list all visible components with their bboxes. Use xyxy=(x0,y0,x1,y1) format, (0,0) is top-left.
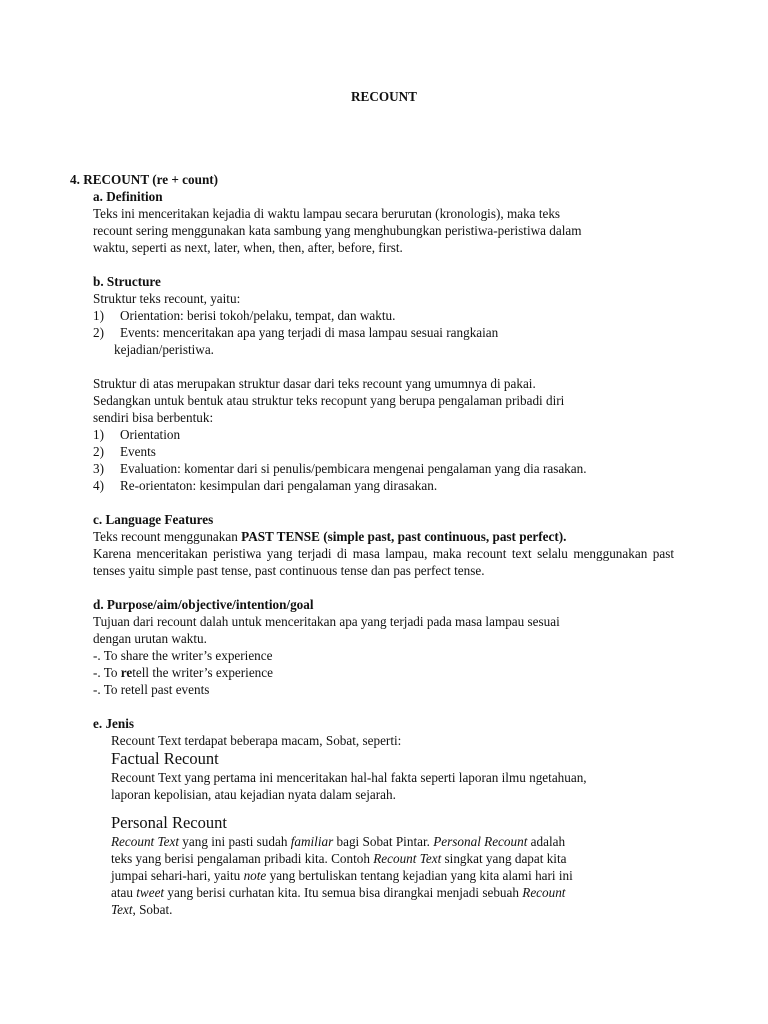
personal-text: singkat yang dapat kita xyxy=(441,851,567,866)
language-heading: c. Language Features xyxy=(93,512,214,527)
list-item xyxy=(93,324,674,358)
list-item xyxy=(93,426,674,443)
jenis-intro: Recount Text terdapat beberapa macam, Sobat, seperti: xyxy=(111,733,402,748)
list-text-continued: kejadian/peristiwa. xyxy=(114,342,214,357)
language-line xyxy=(93,528,674,545)
personal-text: , Sobat. xyxy=(132,902,173,917)
list-item xyxy=(93,443,674,460)
personal-text: teks yang berisi pengalaman pribadi kita. Contoh xyxy=(111,851,374,866)
personal-text: yang ini pasti sudah xyxy=(179,834,291,849)
language-paragraph: Karena menceritakan peristiwa yang terjadi di masa lampau, maka recount text selalu menggunakan past tenses yaitu simple past tense, past continuous tense dan pas perfect tense. xyxy=(93,546,674,578)
list-number: 1) xyxy=(93,427,104,442)
purpose-emphasis: re xyxy=(120,665,133,680)
personal-text: atau xyxy=(111,885,137,900)
personal-line xyxy=(111,833,674,850)
list-text: Events: menceritakan apa yang terjadi di masa lampau sesuai rangkaian xyxy=(120,325,499,340)
jenis-heading: e. Jenis xyxy=(93,716,135,731)
personal-text: jumpai sehari-hari, yaitu xyxy=(111,868,244,883)
structure-heading: b. Structure xyxy=(93,274,161,289)
paragraph-line: Sedangkan untuk bentuk atau struktur teks recopunt yang berupa pengalaman pribadi diri xyxy=(93,393,565,408)
structure-list-personal xyxy=(93,426,674,494)
personal-line xyxy=(111,867,674,884)
list-text: Re-orientaton: kesimpulan dari pengalaman yang dirasakan. xyxy=(120,478,438,493)
structure-list xyxy=(93,307,674,358)
list-text: Orientation xyxy=(120,427,181,442)
personal-line xyxy=(111,901,674,918)
definition-line: Teks ini menceritakan kejadia di waktu lampau secara berurutan (kronologis), maka teks xyxy=(93,206,561,221)
past-tense-emphasis: PAST TENSE (simple past, past continuous, past perfect). xyxy=(241,529,567,544)
purpose-item xyxy=(93,664,674,681)
purpose-item: -. To retell past events xyxy=(93,682,210,697)
list-number: 4) xyxy=(93,478,104,493)
factual-recount-title: Factual Recount xyxy=(111,749,219,768)
purpose-line: dengan urutan waktu. xyxy=(93,631,207,646)
italic-term: note xyxy=(243,868,267,883)
jenis-section xyxy=(93,715,674,732)
italic-term: familiar xyxy=(290,834,334,849)
paragraph-line: Struktur di atas merupakan struktur dasar dari teks recount yang umumnya di pakai. xyxy=(93,376,536,391)
personal-line xyxy=(111,884,674,901)
paragraph-line: sendiri bisa berbentuk: xyxy=(93,410,214,425)
list-number: 2) xyxy=(93,325,104,340)
list-number: 1) xyxy=(93,308,104,323)
purpose-item: -. To share the writer’s experience xyxy=(93,648,273,663)
list-text: Orientation: berisi tokoh/pelaku, tempat, dan waktu. xyxy=(120,308,396,323)
purpose-text: -. To xyxy=(93,665,121,680)
structure-paragraph xyxy=(93,375,674,494)
list-item xyxy=(93,477,674,494)
italic-term: Recount xyxy=(522,885,566,900)
factual-line: laporan kepolisian, atau kejadian nyata dalam sejarah. xyxy=(111,787,396,802)
list-item xyxy=(93,307,674,324)
italic-term: Recount Text xyxy=(373,851,442,866)
list-text: Evaluation: komentar dari si penulis/pembicara mengenai pengalaman yang dia rasakan. xyxy=(120,461,587,476)
structure-intro: Struktur teks recount, yaitu: xyxy=(93,291,241,306)
structure-section xyxy=(93,273,674,358)
personal-text: yang berisi curhatan kita. Itu semua bisa dirangkai menjadi sebuah xyxy=(164,885,523,900)
italic-term: Personal Recount xyxy=(433,834,528,849)
definition-section xyxy=(93,188,674,256)
language-section xyxy=(93,511,674,579)
section-heading: 4. RECOUNT (re + count) xyxy=(70,172,219,187)
list-number: 3) xyxy=(93,461,104,476)
italic-term: Text xyxy=(111,902,133,917)
definition-line: recount sering menggunakan kata sambung yang menghubungkan peristiwa-peristiwa dalam xyxy=(93,223,582,238)
factual-line: Recount Text yang pertama ini menceritakan hal-hal fakta seperti laporan ilmu ngetahuan, xyxy=(111,770,587,785)
personal-recount-title: Personal Recount xyxy=(111,813,227,832)
purpose-section xyxy=(93,596,674,698)
italic-term: tweet xyxy=(136,885,165,900)
page-title: RECOUNT xyxy=(351,89,417,104)
jenis-body xyxy=(111,732,674,918)
purpose-line: Tujuan dari recount dalah untuk menceritakan apa yang terjadi pada masa lampau sesuai xyxy=(93,614,560,629)
language-text: Teks recount menggunakan xyxy=(93,529,242,544)
italic-term: Recount Text xyxy=(111,834,179,849)
list-text: Events xyxy=(120,444,156,459)
purpose-text: tell the writer’s experience xyxy=(132,665,273,680)
purpose-heading: d. Purpose/aim/objective/intention/goal xyxy=(93,597,314,612)
personal-text: bagi Sobat Pintar. xyxy=(333,834,434,849)
personal-text: yang bertuliskan tentang kejadian yang kita alami hari ini xyxy=(266,868,573,883)
definition-heading: a. Definition xyxy=(93,189,163,204)
personal-line xyxy=(111,850,674,867)
document-body xyxy=(70,171,674,918)
personal-text: adalah xyxy=(527,834,566,849)
definition-line: waktu, seperti as next, later, when, then, after, before, first. xyxy=(93,240,403,255)
list-item xyxy=(93,460,674,477)
list-number: 2) xyxy=(93,444,104,459)
